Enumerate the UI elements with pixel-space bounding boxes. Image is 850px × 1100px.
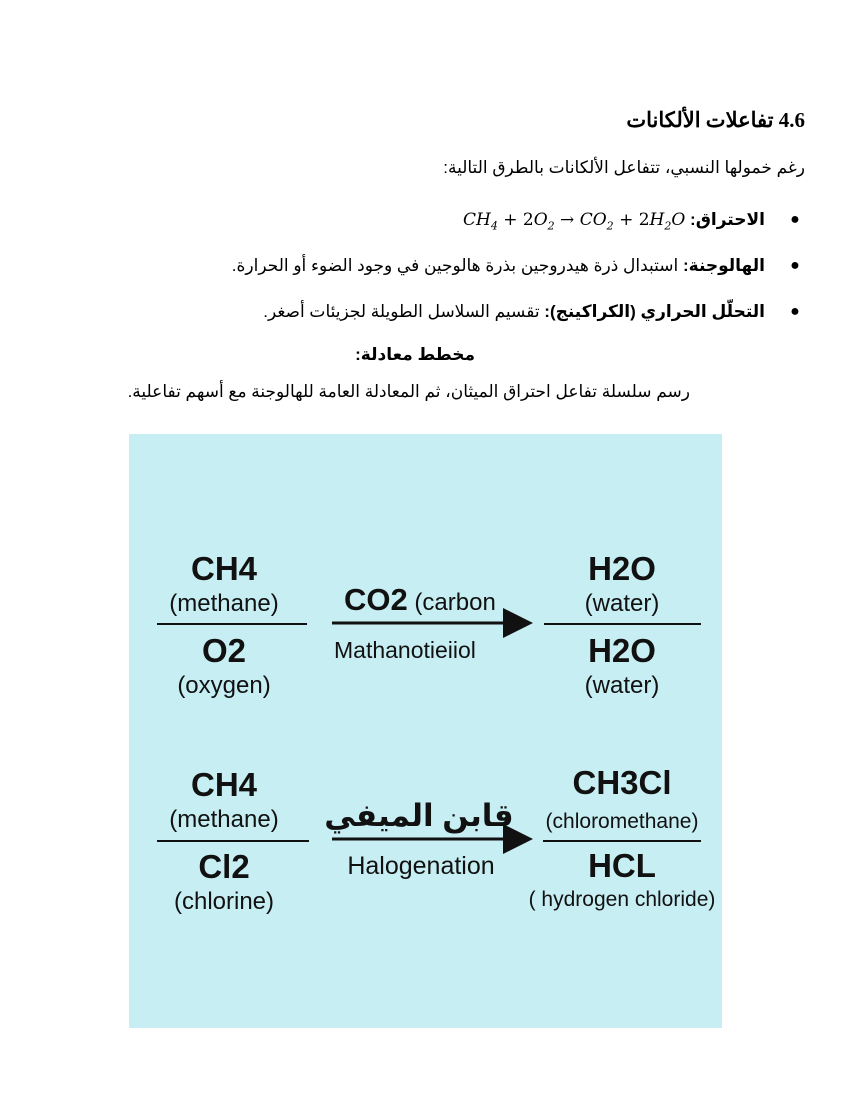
diagram-caption: رسم سلسلة تفاعل احتراق الميثان، ثم المعادلة العامة للهالوجنة مع أسهم تفاعلية. (127, 382, 690, 401)
halogenation-product1-name: (chloromethane) (545, 810, 699, 833)
list-item-combustion (85, 205, 805, 251)
intro-paragraph: رغم خمولها النسبي، تتفاعل الألكانات بالطرق التالية: (443, 158, 805, 177)
bullet-text: استبدال ذرة هيدروجين بذرة هالوجين في وجود الضوء أو الحرارة. (231, 256, 679, 275)
bullet-term: الهالوجنة: (682, 256, 765, 275)
halogenation-product1-formula: CH3Cl (572, 764, 672, 801)
list-item-halogenation (85, 251, 805, 297)
section-number: 4.6 (778, 108, 805, 132)
combustion-product2-formula: H2O (588, 632, 656, 669)
reaction-diagram (129, 434, 722, 1028)
reaction-list (85, 205, 805, 343)
bullet-term: التحلّل الحراري (الكراكينج): (544, 302, 765, 321)
combustion-equation: $CH_4 + 2O_2 \to CO_2 + 2H_2O$ (462, 210, 686, 233)
halogenation-product2-formula: HCL (588, 847, 656, 884)
halogenation-product2-name: ( hydrogen chloride) (528, 888, 716, 911)
bullet-term: الاحتراق: (690, 210, 765, 229)
bullet-icon: ● (790, 211, 800, 228)
combustion-product1-name: (water) (584, 590, 660, 617)
bullet-text: تقسيم السلاسل الطويلة لجزيئات أصغر. (263, 302, 540, 321)
combustion-reactant1-name: (methane) (169, 590, 279, 617)
halogenation-reactant1-name: (methane) (169, 806, 279, 833)
bullet-icon: ● (790, 303, 800, 320)
list-item-cracking (85, 297, 805, 343)
diagram-heading: مخطط معادلة: (355, 345, 475, 364)
combustion-reactant2-formula: O2 (201, 632, 247, 669)
reaction-diagram-svg (129, 434, 722, 1028)
section-heading (105, 108, 805, 133)
bullet-icon: ● (790, 257, 800, 274)
combustion-arrow-bottom-label: Mathanotieiiol (334, 637, 476, 663)
combustion-product2-name: (water) (584, 672, 660, 699)
combustion-arrow-top-label: CO2 (carbon (344, 582, 496, 617)
halogenation-arrow-top-label: قابن الميفي (324, 798, 514, 833)
halogenation-arrow-bottom-label: Halogenation (347, 852, 495, 880)
halogenation-reactant1-formula: CH4 (190, 766, 258, 803)
combustion-reactant1-formula: CH4 (190, 550, 258, 587)
section-title: تفاعلات الألكانات (626, 108, 774, 132)
combustion-product1-formula: H2O (588, 550, 656, 587)
halogenation-reactant2-name: (chlorine) (173, 888, 275, 915)
combustion-reactant2-name: (oxygen) (177, 672, 271, 699)
halogenation-reactant2-formula: Cl2 (198, 848, 250, 885)
